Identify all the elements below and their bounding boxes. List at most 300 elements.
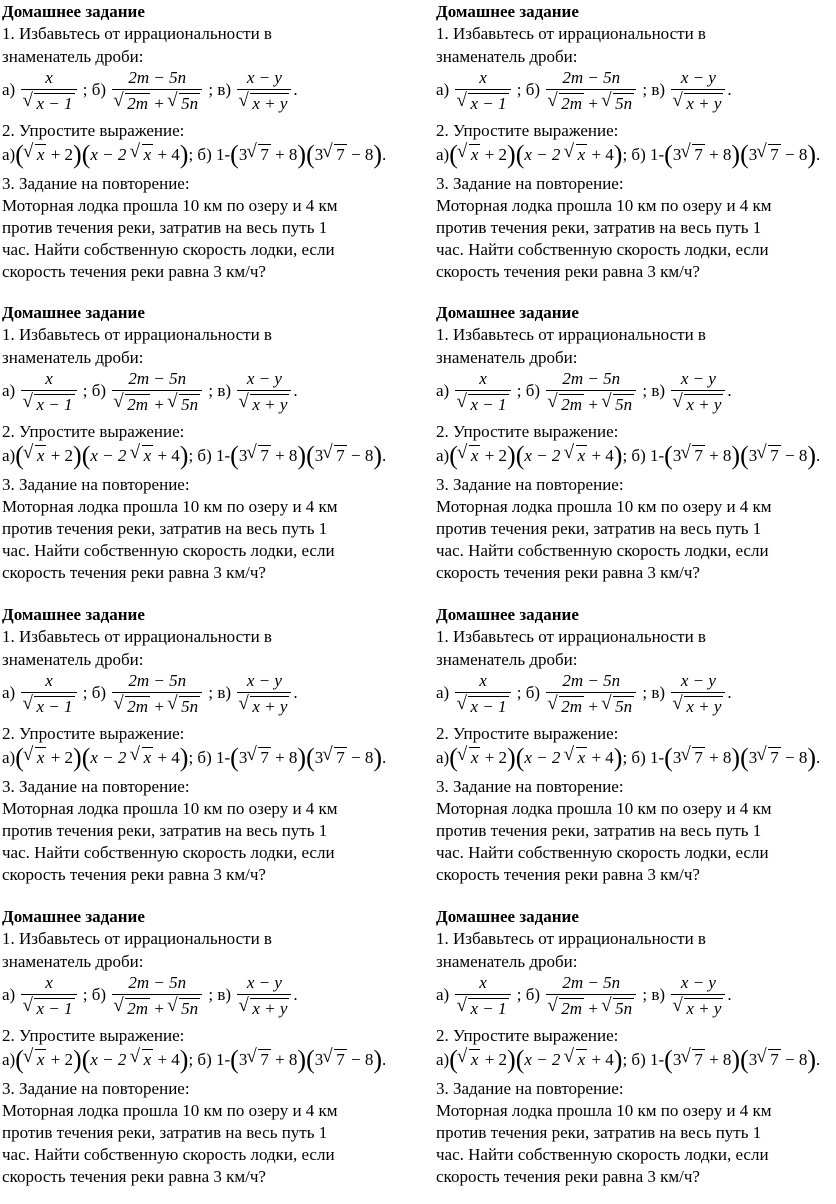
fraction-v	[671, 369, 725, 415]
task2-expressions: а)(√ x + 2)(x − 2 √ x + 4); б) 1-(3√ 7 + 8)(3√ 7 − 8).	[436, 443, 820, 469]
expr-a-term-1: + 2	[484, 1050, 508, 1069]
label-v: ; в)	[642, 79, 666, 99]
fraction-b-den-radicand-1: 2m	[561, 395, 583, 414]
expr-b-radicand-1: 7	[260, 1050, 269, 1069]
fraction-v	[237, 369, 291, 415]
expr-b-radicand-2: 7	[770, 748, 779, 767]
fraction-b-den-radicand-1: 2m	[127, 395, 149, 414]
expr-b-term-1: + 8	[275, 145, 298, 164]
card-heading: Домашнее задание	[436, 2, 579, 21]
label-b: ; б)	[82, 984, 107, 1004]
fraction-b-den-radicand-2: 5n	[615, 999, 633, 1018]
task1-text: 1. Избавьтесь от иррациональности в	[436, 325, 706, 344]
expr-b-term-1: + 8	[275, 748, 298, 767]
task1-text-cont: знаменатель дроби:	[436, 47, 578, 66]
fraction-a-numerator: x	[479, 671, 487, 690]
fraction-a-numerator: x	[479, 68, 487, 87]
fraction-v	[237, 973, 291, 1019]
fraction-b: 2m − 5n √ 2m + √ 5n	[112, 369, 202, 415]
fraction-a	[455, 973, 510, 1019]
expr-b-coef-1: 3	[672, 748, 682, 767]
fraction-v	[671, 973, 725, 1019]
label-b: ; б)	[516, 984, 541, 1004]
label-a: а)	[2, 682, 16, 702]
fraction-v-denominator: x + y	[686, 999, 722, 1018]
label-b-one-minus: ; б) 1-	[188, 446, 231, 465]
task1-fractions: а) x √ x − 1 ; б) 2m − 5n √ 2m + √ 5n ; в) x − y √ x + y .	[436, 68, 732, 114]
task1-fractions: а) x √ x − 1 ; б) 2m − 5n √ 2m + √ 5n ; в) x − y √ x + y .	[436, 973, 732, 1019]
expr-b-term-1: + 8	[709, 1050, 732, 1069]
task1-text-cont: знаменатель дроби:	[436, 348, 578, 367]
fraction-v-denominator: x + y	[252, 999, 288, 1018]
story-line-1: Моторная лодка прошла 10 км по озеру и 4 км	[2, 497, 338, 516]
fraction-a-denominator: x − 1	[470, 999, 507, 1018]
fraction-a	[455, 369, 510, 415]
task3-text: 3. Задание на повторение:	[436, 174, 624, 193]
label-b-one-minus: ; б) 1-	[188, 748, 231, 767]
fraction-a-numerator: x	[45, 68, 53, 87]
label-a: а)	[436, 748, 450, 767]
fraction-b-den-radicand-2: 5n	[615, 94, 633, 113]
task2-text: 2. Упростите выражение:	[2, 121, 185, 140]
fraction-a-denominator: x − 1	[36, 395, 73, 414]
story-line-3: час. Найти собственную скорость лодки, если	[2, 843, 335, 862]
fraction-v-denominator: x + y	[686, 395, 722, 414]
task2-expressions: а)(√ x + 2)(x − 2 √ x + 4); б) 1-(3√ 7 + 8)(3√ 7 − 8).	[2, 745, 386, 771]
expr-a-term-3: + 4	[157, 145, 180, 164]
fraction-a	[455, 671, 510, 717]
task2-text: 2. Упростите выражение:	[436, 724, 619, 743]
expr-b-coef-1: 3	[238, 748, 248, 767]
fraction-b-den-radicand-2: 5n	[615, 395, 633, 414]
task3-text: 3. Задание на повторение:	[2, 1079, 190, 1098]
task2-expressions: а)(√ x + 2)(x − 2 √ x + 4); б) 1-(3√ 7 + 8)(3√ 7 − 8).	[436, 1047, 820, 1073]
task1-text-cont: знаменатель дроби:	[2, 650, 144, 669]
expr-b-coef-1: 3	[238, 145, 248, 164]
expr-b-radicand-1: 7	[260, 446, 269, 465]
expr-a-radicand-1: x	[470, 1050, 479, 1069]
expr-a-term-2: x − 2	[524, 446, 561, 465]
task2-text: 2. Упростите выражение:	[2, 1026, 185, 1045]
expr-b-term-2: − 8	[351, 1050, 374, 1069]
fraction-b-numerator: 2m − 5n	[562, 68, 621, 87]
expr-b-term-1: + 8	[275, 446, 298, 465]
expr-b-coef-2: 3	[314, 446, 324, 465]
fraction-v	[671, 671, 725, 717]
task3-text: 3. Задание на повторение:	[436, 475, 624, 494]
label-a: а)	[436, 145, 450, 164]
fraction-a-denominator: x − 1	[470, 395, 507, 414]
fraction-b-den-radicand-1: 2m	[561, 999, 583, 1018]
expr-b-radicand-1: 7	[694, 145, 703, 164]
label-a: а)	[2, 79, 16, 99]
expr-a-term-1: + 2	[484, 748, 508, 767]
story-line-4: скорость течения реки равна 3 км/ч?	[436, 1167, 700, 1186]
task3-text: 3. Задание на повторение:	[2, 475, 190, 494]
fraction-a-numerator: x	[45, 973, 53, 992]
fraction-v	[237, 68, 291, 114]
fraction-a-denominator: x − 1	[36, 697, 73, 716]
expr-a-radicand-1: x	[470, 446, 479, 465]
card-heading: Домашнее задание	[2, 907, 145, 926]
task2-expressions: а)(√ x + 2)(x − 2 √ x + 4); б) 1-(3√ 7 + 8)(3√ 7 − 8).	[436, 142, 820, 168]
label-a: а)	[2, 145, 16, 164]
expr-a-term-2: x − 2	[90, 446, 127, 465]
task1-text-cont: знаменатель дроби:	[436, 650, 578, 669]
story-line-2: против течения реки, затратив на весь путь 1	[436, 1123, 762, 1142]
task2-expressions: а)(√ x + 2)(x − 2 √ x + 4); б) 1-(3√ 7 + 8)(3√ 7 − 8).	[2, 142, 386, 168]
expr-a-term-1: + 2	[50, 145, 74, 164]
expr-a-radicand-1: x	[470, 748, 479, 767]
fraction-a	[21, 973, 76, 1019]
task2-text: 2. Упростите выражение:	[2, 724, 185, 743]
fraction-v	[237, 671, 291, 717]
story-line-1: Моторная лодка прошла 10 км по озеру и 4 км	[436, 497, 772, 516]
story-line-1: Моторная лодка прошла 10 км по озеру и 4 км	[436, 799, 772, 818]
fraction-v-numerator: x − y	[246, 68, 282, 87]
fraction-a	[21, 671, 76, 717]
story-line-2: против течения реки, затратив на весь путь 1	[2, 218, 328, 237]
expr-b-term-2: − 8	[351, 446, 374, 465]
task3-text: 3. Задание на повторение:	[2, 777, 190, 796]
expr-a-term-1: + 2	[50, 748, 74, 767]
label-a: а)	[436, 446, 450, 465]
fraction-a	[455, 68, 510, 114]
label-b: ; б)	[82, 79, 107, 99]
story-line-4: скорость течения реки равна 3 км/ч?	[2, 563, 266, 582]
fraction-a-numerator: x	[45, 671, 53, 690]
label-v: ; в)	[208, 682, 232, 702]
card-heading: Домашнее задание	[2, 303, 145, 322]
homework-card-r4-c1	[2, 905, 402, 1201]
fraction-v-numerator: x − y	[680, 68, 716, 87]
homework-card-r2-c1	[2, 301, 402, 597]
task1-text: 1. Избавьтесь от иррациональности в	[436, 627, 706, 646]
fraction-a-numerator: x	[479, 973, 487, 992]
story-line-4: скорость течения реки равна 3 км/ч?	[2, 865, 266, 884]
expr-a-radicand-1: x	[36, 1050, 45, 1069]
task2-text: 2. Упростите выражение:	[436, 422, 619, 441]
label-v: ; в)	[208, 984, 232, 1004]
expr-b-term-2: − 8	[785, 145, 808, 164]
fraction-a-denominator: x − 1	[470, 94, 507, 113]
expr-b-radicand-2: 7	[336, 748, 345, 767]
story-line-3: час. Найти собственную скорость лодки, если	[436, 1145, 769, 1164]
expr-a-radicand-2: x	[143, 145, 152, 164]
fraction-b: 2m − 5n √ 2m + √ 5n	[546, 369, 636, 415]
label-b-one-minus: ; б) 1-	[622, 145, 665, 164]
story-line-1: Моторная лодка прошла 10 км по озеру и 4 км	[2, 196, 338, 215]
story-line-1: Моторная лодка прошла 10 км по озеру и 4 км	[436, 196, 772, 215]
fraction-b-den-radicand-1: 2m	[561, 697, 583, 716]
expr-a-radicand-2: x	[577, 748, 586, 767]
expr-a-term-1: + 2	[484, 446, 508, 465]
expr-a-term-1: + 2	[50, 1050, 74, 1069]
expr-b-coef-2: 3	[748, 1050, 758, 1069]
story-line-4: скорость течения реки равна 3 км/ч?	[2, 262, 266, 281]
story-line-2: против течения реки, затратив на весь путь 1	[2, 821, 328, 840]
fraction-v-denominator: x + y	[252, 395, 288, 414]
expr-b-coef-2: 3	[314, 145, 324, 164]
fraction-v-denominator: x + y	[686, 94, 722, 113]
expr-a-radicand-2: x	[143, 446, 152, 465]
expr-b-coef-2: 3	[314, 748, 324, 767]
fraction-b-numerator: 2m − 5n	[128, 68, 187, 87]
fraction-v-numerator: x − y	[680, 671, 716, 690]
expr-b-term-2: − 8	[785, 748, 808, 767]
fraction-v-numerator: x − y	[680, 369, 716, 388]
expr-a-term-3: + 4	[157, 748, 180, 767]
fraction-v-numerator: x − y	[246, 973, 282, 992]
fraction-b-numerator: 2m − 5n	[562, 369, 621, 388]
expr-b-radicand-1: 7	[694, 748, 703, 767]
expr-b-term-1: + 8	[709, 748, 732, 767]
expr-b-radicand-2: 7	[336, 1050, 345, 1069]
task1-fractions: а) x √ x − 1 ; б) 2m − 5n √ 2m + √ 5n ; в) x − y √ x + y .	[436, 369, 732, 415]
expr-b-radicand-2: 7	[336, 446, 345, 465]
label-b: ; б)	[516, 79, 541, 99]
expr-a-term-2: x − 2	[90, 748, 127, 767]
task1-text: 1. Избавьтесь от иррациональности в	[436, 929, 706, 948]
story-line-3: час. Найти собственную скорость лодки, если	[436, 541, 769, 560]
fraction-b-numerator: 2m − 5n	[562, 671, 621, 690]
label-a: а)	[2, 380, 16, 400]
task3-text: 3. Задание на повторение:	[436, 777, 624, 796]
label-v: ; в)	[642, 682, 666, 702]
label-a: а)	[436, 682, 450, 702]
fraction-b: 2m − 5n √ 2m + √ 5n	[546, 671, 636, 717]
task1-text-cont: знаменатель дроби:	[2, 47, 144, 66]
task1-fractions: а) x √ x − 1 ; б) 2m − 5n √ 2m + √ 5n ; в) x − y √ x + y .	[2, 671, 298, 717]
label-v: ; в)	[208, 79, 232, 99]
fraction-b-den-radicand-2: 5n	[181, 395, 199, 414]
task1-fractions: а) x √ x − 1 ; б) 2m − 5n √ 2m + √ 5n ; в) x − y √ x + y .	[2, 369, 298, 415]
fraction-b-numerator: 2m − 5n	[128, 671, 187, 690]
task1-text-cont: знаменатель дроби:	[436, 952, 578, 971]
homework-card-r1-c1	[2, 0, 402, 296]
fraction-b: 2m − 5n √ 2m + √ 5n	[112, 973, 202, 1019]
fraction-a-denominator: x − 1	[36, 999, 73, 1018]
fraction-b-den-radicand-2: 5n	[181, 697, 199, 716]
label-a: а)	[436, 79, 450, 99]
expr-a-radicand-1: x	[470, 145, 479, 164]
expr-a-term-3: + 4	[157, 446, 180, 465]
expr-a-radicand-1: x	[36, 446, 45, 465]
fraction-b-numerator: 2m − 5n	[128, 973, 187, 992]
expr-b-coef-2: 3	[748, 446, 758, 465]
homework-card-r4-c2	[436, 905, 836, 1201]
expr-a-radicand-2: x	[577, 446, 586, 465]
homework-card-r2-c2	[436, 301, 836, 597]
story-line-4: скорость течения реки равна 3 км/ч?	[2, 1167, 266, 1186]
task3-text: 3. Задание на повторение:	[436, 1079, 624, 1098]
task2-expressions: а)(√ x + 2)(x − 2 √ x + 4); б) 1-(3√ 7 + 8)(3√ 7 − 8).	[2, 1047, 386, 1073]
expr-b-radicand-2: 7	[770, 446, 779, 465]
fraction-b-den-radicand-1: 2m	[127, 999, 149, 1018]
story-line-3: час. Найти собственную скорость лодки, если	[2, 1145, 335, 1164]
expr-a-term-3: + 4	[591, 1050, 614, 1069]
expr-a-term-3: + 4	[157, 1050, 180, 1069]
label-b-one-minus: ; б) 1-	[622, 446, 665, 465]
label-b: ; б)	[516, 380, 541, 400]
expr-b-term-1: + 8	[709, 446, 732, 465]
fraction-v	[671, 68, 725, 114]
expr-b-radicand-1: 7	[694, 1050, 703, 1069]
task1-text-cont: знаменатель дроби:	[2, 952, 144, 971]
fraction-a-numerator: x	[45, 369, 53, 388]
label-v: ; в)	[208, 380, 232, 400]
fraction-v-numerator: x − y	[246, 369, 282, 388]
fraction-b: 2m − 5n √ 2m + √ 5n	[112, 671, 202, 717]
fraction-a	[21, 369, 76, 415]
card-heading: Домашнее задание	[2, 605, 145, 624]
expr-a-term-1: + 2	[50, 446, 74, 465]
task2-expressions: а)(√ x + 2)(x − 2 √ x + 4); б) 1-(3√ 7 + 8)(3√ 7 − 8).	[2, 443, 386, 469]
expr-b-coef-2: 3	[314, 1050, 324, 1069]
story-line-4: скорость течения реки равна 3 км/ч?	[436, 563, 700, 582]
expr-b-coef-1: 3	[238, 1050, 248, 1069]
expr-b-coef-1: 3	[238, 446, 248, 465]
label-a: а)	[436, 1050, 450, 1069]
story-line-2: против течения реки, затратив на весь путь 1	[2, 519, 328, 538]
expr-b-radicand-1: 7	[260, 145, 269, 164]
label-b-one-minus: ; б) 1-	[188, 1050, 231, 1069]
fraction-b: 2m − 5n √ 2m + √ 5n	[546, 973, 636, 1019]
expr-a-term-3: + 4	[591, 446, 614, 465]
label-a: а)	[436, 984, 450, 1004]
task2-expressions: а)(√ x + 2)(x − 2 √ x + 4); б) 1-(3√ 7 + 8)(3√ 7 − 8).	[436, 745, 820, 771]
expr-b-coef-1: 3	[672, 145, 682, 164]
fraction-a	[21, 68, 76, 114]
expr-b-coef-2: 3	[748, 748, 758, 767]
expr-a-term-1: + 2	[484, 145, 508, 164]
label-v: ; в)	[642, 984, 666, 1004]
fraction-b: 2m − 5n √ 2m + √ 5n	[112, 68, 202, 114]
fraction-b-numerator: 2m − 5n	[562, 973, 621, 992]
fraction-b-den-radicand-1: 2m	[127, 94, 149, 113]
expr-a-radicand-2: x	[143, 748, 152, 767]
expr-a-radicand-2: x	[143, 1050, 152, 1069]
label-a: а)	[2, 984, 16, 1004]
task1-text-cont: знаменатель дроби:	[2, 348, 144, 367]
card-heading: Домашнее задание	[436, 605, 579, 624]
expr-b-coef-1: 3	[672, 446, 682, 465]
expr-a-radicand-1: x	[36, 748, 45, 767]
story-line-2: против течения реки, затратив на весь путь 1	[436, 519, 762, 538]
label-b: ; б)	[82, 682, 107, 702]
fraction-v-numerator: x − y	[246, 671, 282, 690]
label-a: а)	[436, 380, 450, 400]
fraction-a-denominator: x − 1	[36, 94, 73, 113]
story-line-2: против течения реки, затратив на весь путь 1	[436, 218, 762, 237]
card-heading: Домашнее задание	[436, 303, 579, 322]
fraction-b: 2m − 5n √ 2m + √ 5n	[546, 68, 636, 114]
story-line-1: Моторная лодка прошла 10 км по озеру и 4 км	[436, 1101, 772, 1120]
fraction-v-denominator: x + y	[252, 697, 288, 716]
task1-fractions: а) x √ x − 1 ; б) 2m − 5n √ 2m + √ 5n ; в) x − y √ x + y .	[436, 671, 732, 717]
fraction-b-den-radicand-2: 5n	[181, 999, 199, 1018]
expr-b-term-2: − 8	[351, 145, 374, 164]
expr-a-term-2: x − 2	[524, 1050, 561, 1069]
expr-b-term-2: − 8	[351, 748, 374, 767]
expr-b-term-2: − 8	[785, 1050, 808, 1069]
story-line-3: час. Найти собственную скорость лодки, если	[436, 843, 769, 862]
label-b-one-minus: ; б) 1-	[188, 145, 231, 164]
label-a: а)	[2, 446, 16, 465]
story-line-2: против течения реки, затратив на весь путь 1	[436, 821, 762, 840]
label-b-one-minus: ; б) 1-	[622, 1050, 665, 1069]
expr-b-coef-1: 3	[672, 1050, 682, 1069]
fraction-a-denominator: x − 1	[470, 697, 507, 716]
expr-a-term-2: x − 2	[524, 145, 561, 164]
card-heading: Домашнее задание	[436, 907, 579, 926]
fraction-b-den-radicand-1: 2m	[561, 94, 583, 113]
fraction-b-den-radicand-2: 5n	[181, 94, 199, 113]
expr-b-radicand-1: 7	[260, 748, 269, 767]
label-b: ; б)	[82, 380, 107, 400]
expr-b-term-1: + 8	[709, 145, 732, 164]
expr-b-radicand-2: 7	[770, 1050, 779, 1069]
story-line-3: час. Найти собственную скорость лодки, если	[2, 240, 335, 259]
task1-text: 1. Избавьтесь от иррациональности в	[2, 24, 272, 43]
expr-b-radicand-1: 7	[694, 446, 703, 465]
story-line-3: час. Найти собственную скорость лодки, если	[2, 541, 335, 560]
task2-text: 2. Упростите выражение:	[436, 121, 619, 140]
task2-text: 2. Упростите выражение:	[2, 422, 185, 441]
label-a: а)	[2, 1050, 16, 1069]
expr-a-term-3: + 4	[591, 145, 614, 164]
story-line-2: против течения реки, затратив на весь путь 1	[2, 1123, 328, 1142]
task3-text: 3. Задание на повторение:	[2, 174, 190, 193]
expr-a-term-2: x − 2	[90, 145, 127, 164]
fraction-v-denominator: x + y	[252, 94, 288, 113]
card-heading: Домашнее задание	[2, 2, 145, 21]
fraction-v-denominator: x + y	[686, 697, 722, 716]
label-b-one-minus: ; б) 1-	[622, 748, 665, 767]
homework-card-r1-c2	[436, 0, 836, 296]
expr-a-term-2: x − 2	[524, 748, 561, 767]
fraction-v-numerator: x − y	[680, 973, 716, 992]
expr-a-radicand-2: x	[577, 145, 586, 164]
label-b: ; б)	[516, 682, 541, 702]
expr-b-radicand-2: 7	[770, 145, 779, 164]
task2-text: 2. Упростите выражение:	[436, 1026, 619, 1045]
expr-b-term-1: + 8	[275, 1050, 298, 1069]
expr-b-term-2: − 8	[785, 446, 808, 465]
expr-b-radicand-2: 7	[336, 145, 345, 164]
fraction-a-numerator: x	[479, 369, 487, 388]
task1-text: 1. Избавьтесь от иррациональности в	[2, 929, 272, 948]
fraction-b-numerator: 2m − 5n	[128, 369, 187, 388]
label-v: ; в)	[642, 380, 666, 400]
label-a: а)	[2, 748, 16, 767]
task1-text: 1. Избавьтесь от иррациональности в	[2, 627, 272, 646]
story-line-1: Моторная лодка прошла 10 км по озеру и 4 км	[2, 1101, 338, 1120]
expr-b-coef-2: 3	[748, 145, 758, 164]
task1-fractions: а) x √ x − 1 ; б) 2m − 5n √ 2m + √ 5n ; в) x − y √ x + y .	[2, 973, 298, 1019]
fraction-b-den-radicand-1: 2m	[127, 697, 149, 716]
expr-a-radicand-2: x	[577, 1050, 586, 1069]
expr-a-radicand-1: x	[36, 145, 45, 164]
story-line-3: час. Найти собственную скорость лодки, если	[436, 240, 769, 259]
fraction-b-den-radicand-2: 5n	[615, 697, 633, 716]
task1-text: 1. Избавьтесь от иррациональности в	[2, 325, 272, 344]
expr-a-term-3: + 4	[591, 748, 614, 767]
homework-card-r3-c2	[436, 603, 836, 899]
story-line-4: скорость течения реки равна 3 км/ч?	[436, 865, 700, 884]
story-line-1: Моторная лодка прошла 10 км по озеру и 4 км	[2, 799, 338, 818]
task1-fractions: а) x √ x − 1 ; б) 2m − 5n √ 2m + √ 5n ; в) x − y √ x + y .	[2, 68, 298, 114]
